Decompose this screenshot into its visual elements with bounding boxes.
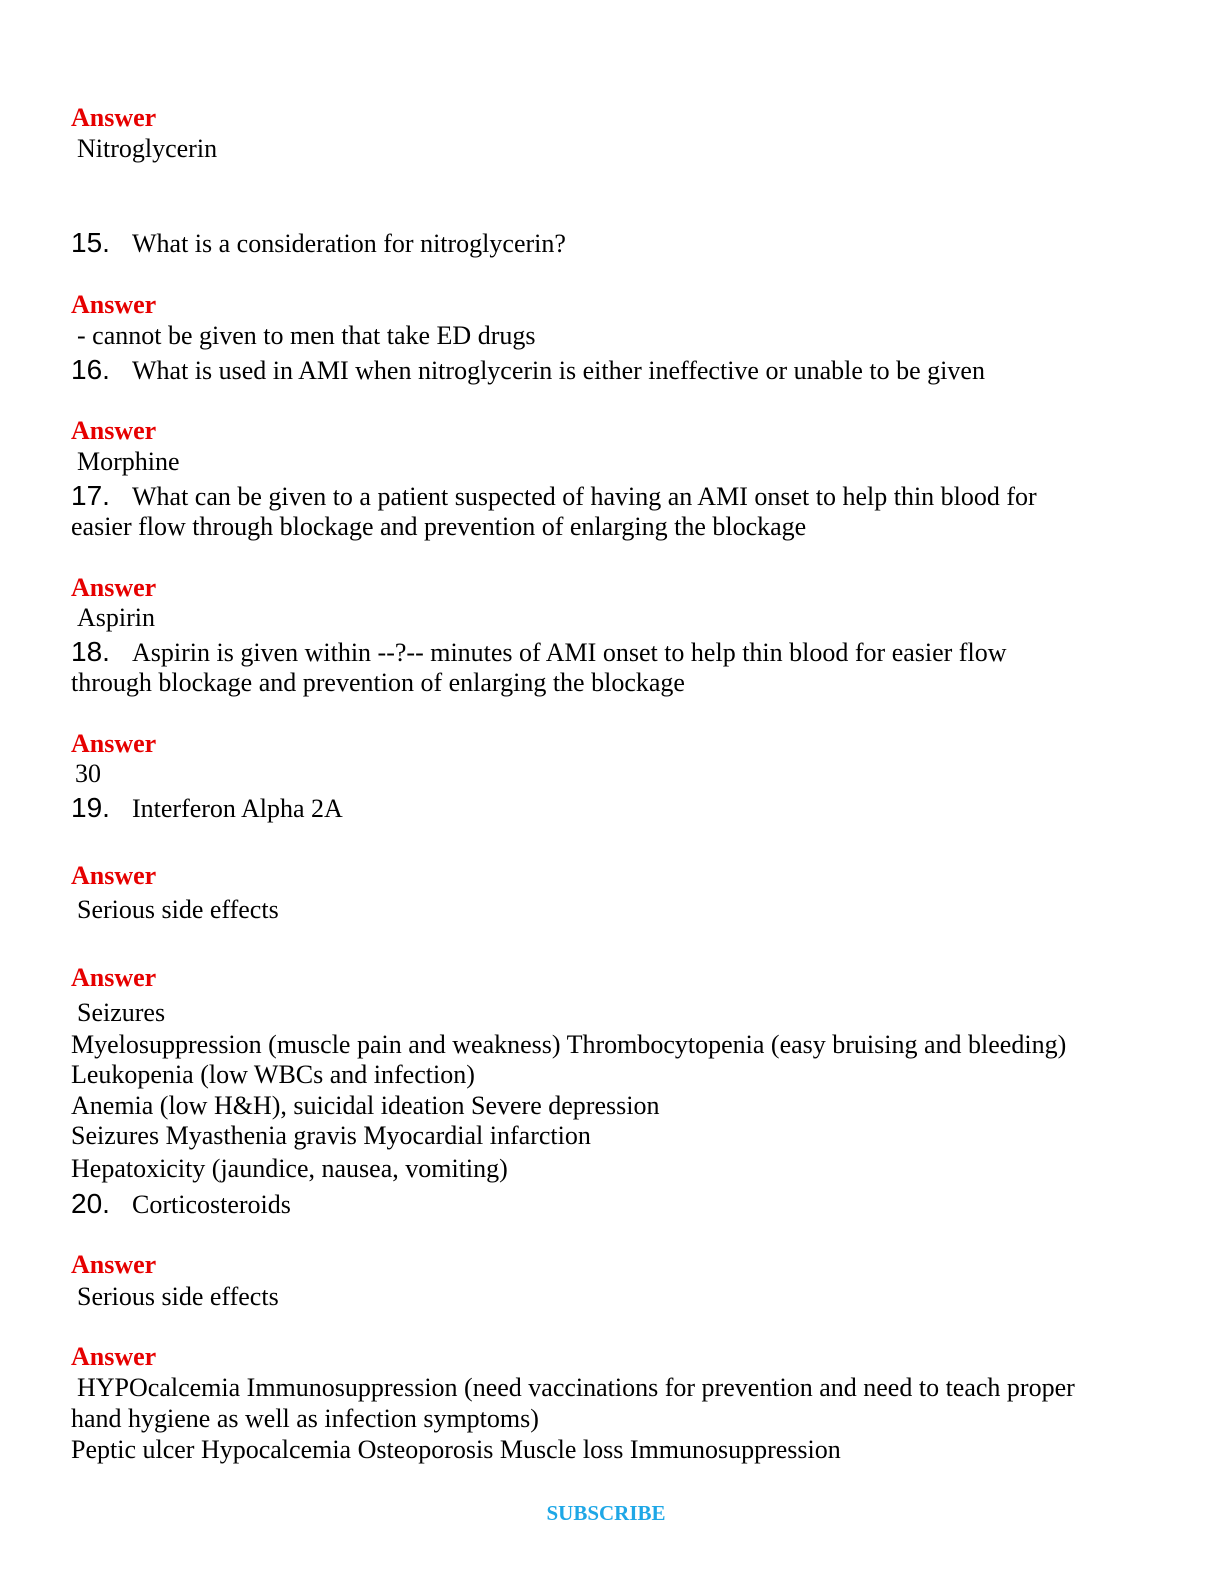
answer-text: Nitroglycerin <box>77 134 218 163</box>
question-number: 16. <box>71 354 110 385</box>
question-text: What is a consideration for nitroglycerin? <box>132 229 566 258</box>
subscribe-link[interactable]: SUBSCRIBE <box>546 1501 666 1525</box>
question-number: 17. <box>71 480 110 511</box>
answer-text: Aspirin <box>77 603 155 632</box>
question-text: Corticosteroids <box>132 1190 291 1219</box>
answer-text: Anemia (low H&H), suicidal ideation Severe depression <box>71 1091 660 1120</box>
question-16 <box>71 354 985 386</box>
question-text: What is used in AMI when nitroglycerin is either ineffective or unable to be given <box>132 356 985 385</box>
question-text: What can be given to a patient suspected of having an AMI onset to help thin blood for <box>132 482 1037 511</box>
question-18 <box>71 636 1006 668</box>
answer-text: HYPOcalcemia Immunosuppression (need vaccinations for prevention and need to teach proper <box>77 1373 1075 1402</box>
answer-label: Answer <box>71 963 157 992</box>
answer-text: 30 <box>75 759 101 788</box>
question-text-continued: through blockage and prevention of enlarging the blockage <box>71 668 685 697</box>
answer-text: hand hygiene as well as infection symptoms) <box>71 1404 539 1433</box>
question-number: 19. <box>71 792 110 823</box>
question-text: Aspirin is given within --?-- minutes of AMI onset to help thin blood for easier flow <box>132 638 1007 667</box>
answer-text: Morphine <box>77 447 180 476</box>
answer-label: Answer <box>71 861 157 890</box>
answer-text: - cannot be given to men that take ED drugs <box>77 321 536 350</box>
answer-label: Answer <box>71 729 157 758</box>
answer-text: Peptic ulcer Hypocalcemia Osteoporosis Muscle loss Immunosuppression <box>71 1435 841 1464</box>
question-19 <box>71 792 343 824</box>
question-text: Interferon Alpha 2A <box>132 794 343 823</box>
answer-text: Seizures <box>77 998 166 1027</box>
answer-label: Answer <box>71 416 157 445</box>
answer-text: Serious side effects <box>77 895 279 924</box>
question-number: 20. <box>71 1188 110 1219</box>
question-number: 18. <box>71 636 110 667</box>
answer-text: Leukopenia (low WBCs and infection) <box>71 1060 475 1089</box>
question-text-continued: easier flow through blockage and prevention of enlarging the blockage <box>71 512 807 541</box>
answer-text: Myelosuppression (muscle pain and weakness) Thrombocytopenia (easy bruising and bleeding) <box>71 1030 1067 1059</box>
answer-label: Answer <box>71 1250 157 1279</box>
answer-text: Seizures Myasthenia gravis Myocardial infarction <box>71 1121 591 1150</box>
question-15 <box>71 227 566 259</box>
question-20 <box>71 1188 291 1220</box>
answer-label: Answer <box>71 290 157 319</box>
answer-label: Answer <box>71 573 157 602</box>
answer-label: Answer <box>71 103 157 132</box>
answer-label: Answer <box>71 1342 157 1371</box>
question-17 <box>71 480 1037 512</box>
answer-text: Serious side effects <box>77 1282 279 1311</box>
question-number: 15. <box>71 227 110 258</box>
answer-text: Hepatoxicity (jaundice, nausea, vomiting) <box>71 1154 508 1183</box>
